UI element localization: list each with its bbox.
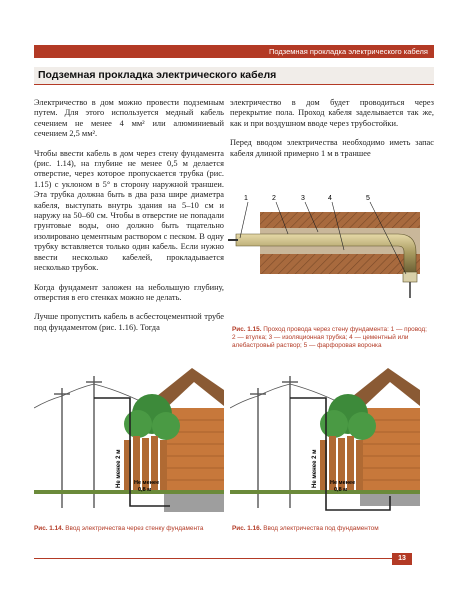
ground — [34, 490, 224, 494]
foundation — [164, 494, 224, 512]
ground — [230, 490, 420, 494]
depth-label: Не менее 2 м — [312, 449, 318, 488]
callout-1: 1 — [244, 195, 248, 202]
caption-text: Ввод электричества под фундаментом — [263, 525, 379, 532]
figure-1-15-caption — [232, 326, 432, 350]
callout-4: 4 — [328, 195, 332, 202]
callout-3: 3 — [301, 195, 305, 202]
running-header — [34, 45, 434, 58]
caption-title: Рис. 1.16. — [232, 525, 262, 532]
page-number: 13 — [392, 553, 412, 565]
figure-1-16 — [230, 368, 420, 516]
depth2-label: Не менее — [330, 480, 356, 486]
paragraph: Когда фундамент заложен на небольшую глубину, отверстия в его стенках можно не делать. — [34, 282, 224, 302]
paragraph: Электричество в дом можно провести подземным путем. Для этого используется медный кабель сечением не менее 4 мм² или алюминиевый сечением 2,5 мм². — [34, 98, 224, 139]
depth2-value: 0,8 м — [334, 487, 348, 493]
section-title: Подземная прокладка электрического кабеля — [38, 69, 277, 81]
paragraph: Лучше пропустить кабель в асбестоцементной трубе под фундаментом (рис. 1.16). Тогда — [34, 312, 224, 332]
caption-text: Ввод электричества через стенку фундамента — [65, 525, 204, 532]
running-header-text: Подземная прокладка электрического кабеля — [268, 47, 428, 56]
caption-title: Рис. 1.15. — [232, 326, 262, 333]
caption-text: Проход провода через стену фундамента: 1 — провод; 2 — втулка; 3 — изоляционная трубка; 4 — цементный или алебастровый раствор; 5 — фарфоровая воронка — [232, 326, 427, 349]
caption-title: Рис. 1.14. — [34, 525, 64, 532]
paragraph: электричество в дом будет проводиться через перекрытие пола. Проход кабеля заделывается так же, как и при воздушном вводе через трубостойки. — [230, 98, 434, 128]
figure-1-14 — [34, 368, 224, 516]
depth2-value: 0,8 м — [138, 487, 152, 493]
right-column — [230, 98, 434, 168]
left-column — [34, 98, 224, 342]
paragraph: Чтобы ввести кабель в дом через стену фундамента (рис. 1.14), на глубине не менее 0,5 м делается отверстие, через которое пропускается трубка (рис. 1.15) с уклоном в 5° в сторону наружной траншеи. Эта трубка должна быть в два раза шире диаметра кабеля, выступать внутрь здания на 5–10 см и наружу на 50–60 см. Чтобы в отверстие не попадали грунтовые воды, оно должно быть тщательно изолировано цементным раствором с песком. В одну трубку вставляется только один кабель. Если нужно ввести несколько кабелей, прокладывается несколько трубок. — [34, 148, 224, 273]
depth-label: Не менее 2 м — [116, 449, 122, 488]
callout-5: 5 — [366, 195, 370, 202]
porcelain-funnel — [403, 272, 417, 282]
figure-1-16-caption — [232, 525, 432, 533]
paragraph: Перед вводом электричества необходимо иметь запас кабеля длиной примерно 1 м в траншее — [230, 138, 434, 158]
footer-rule — [34, 558, 392, 559]
callout-2: 2 — [272, 195, 276, 202]
figure-1-14-caption — [34, 525, 224, 533]
figure-1-15 — [228, 188, 434, 328]
section-title-box — [34, 67, 434, 85]
depth2-label: Не менее — [134, 480, 160, 486]
